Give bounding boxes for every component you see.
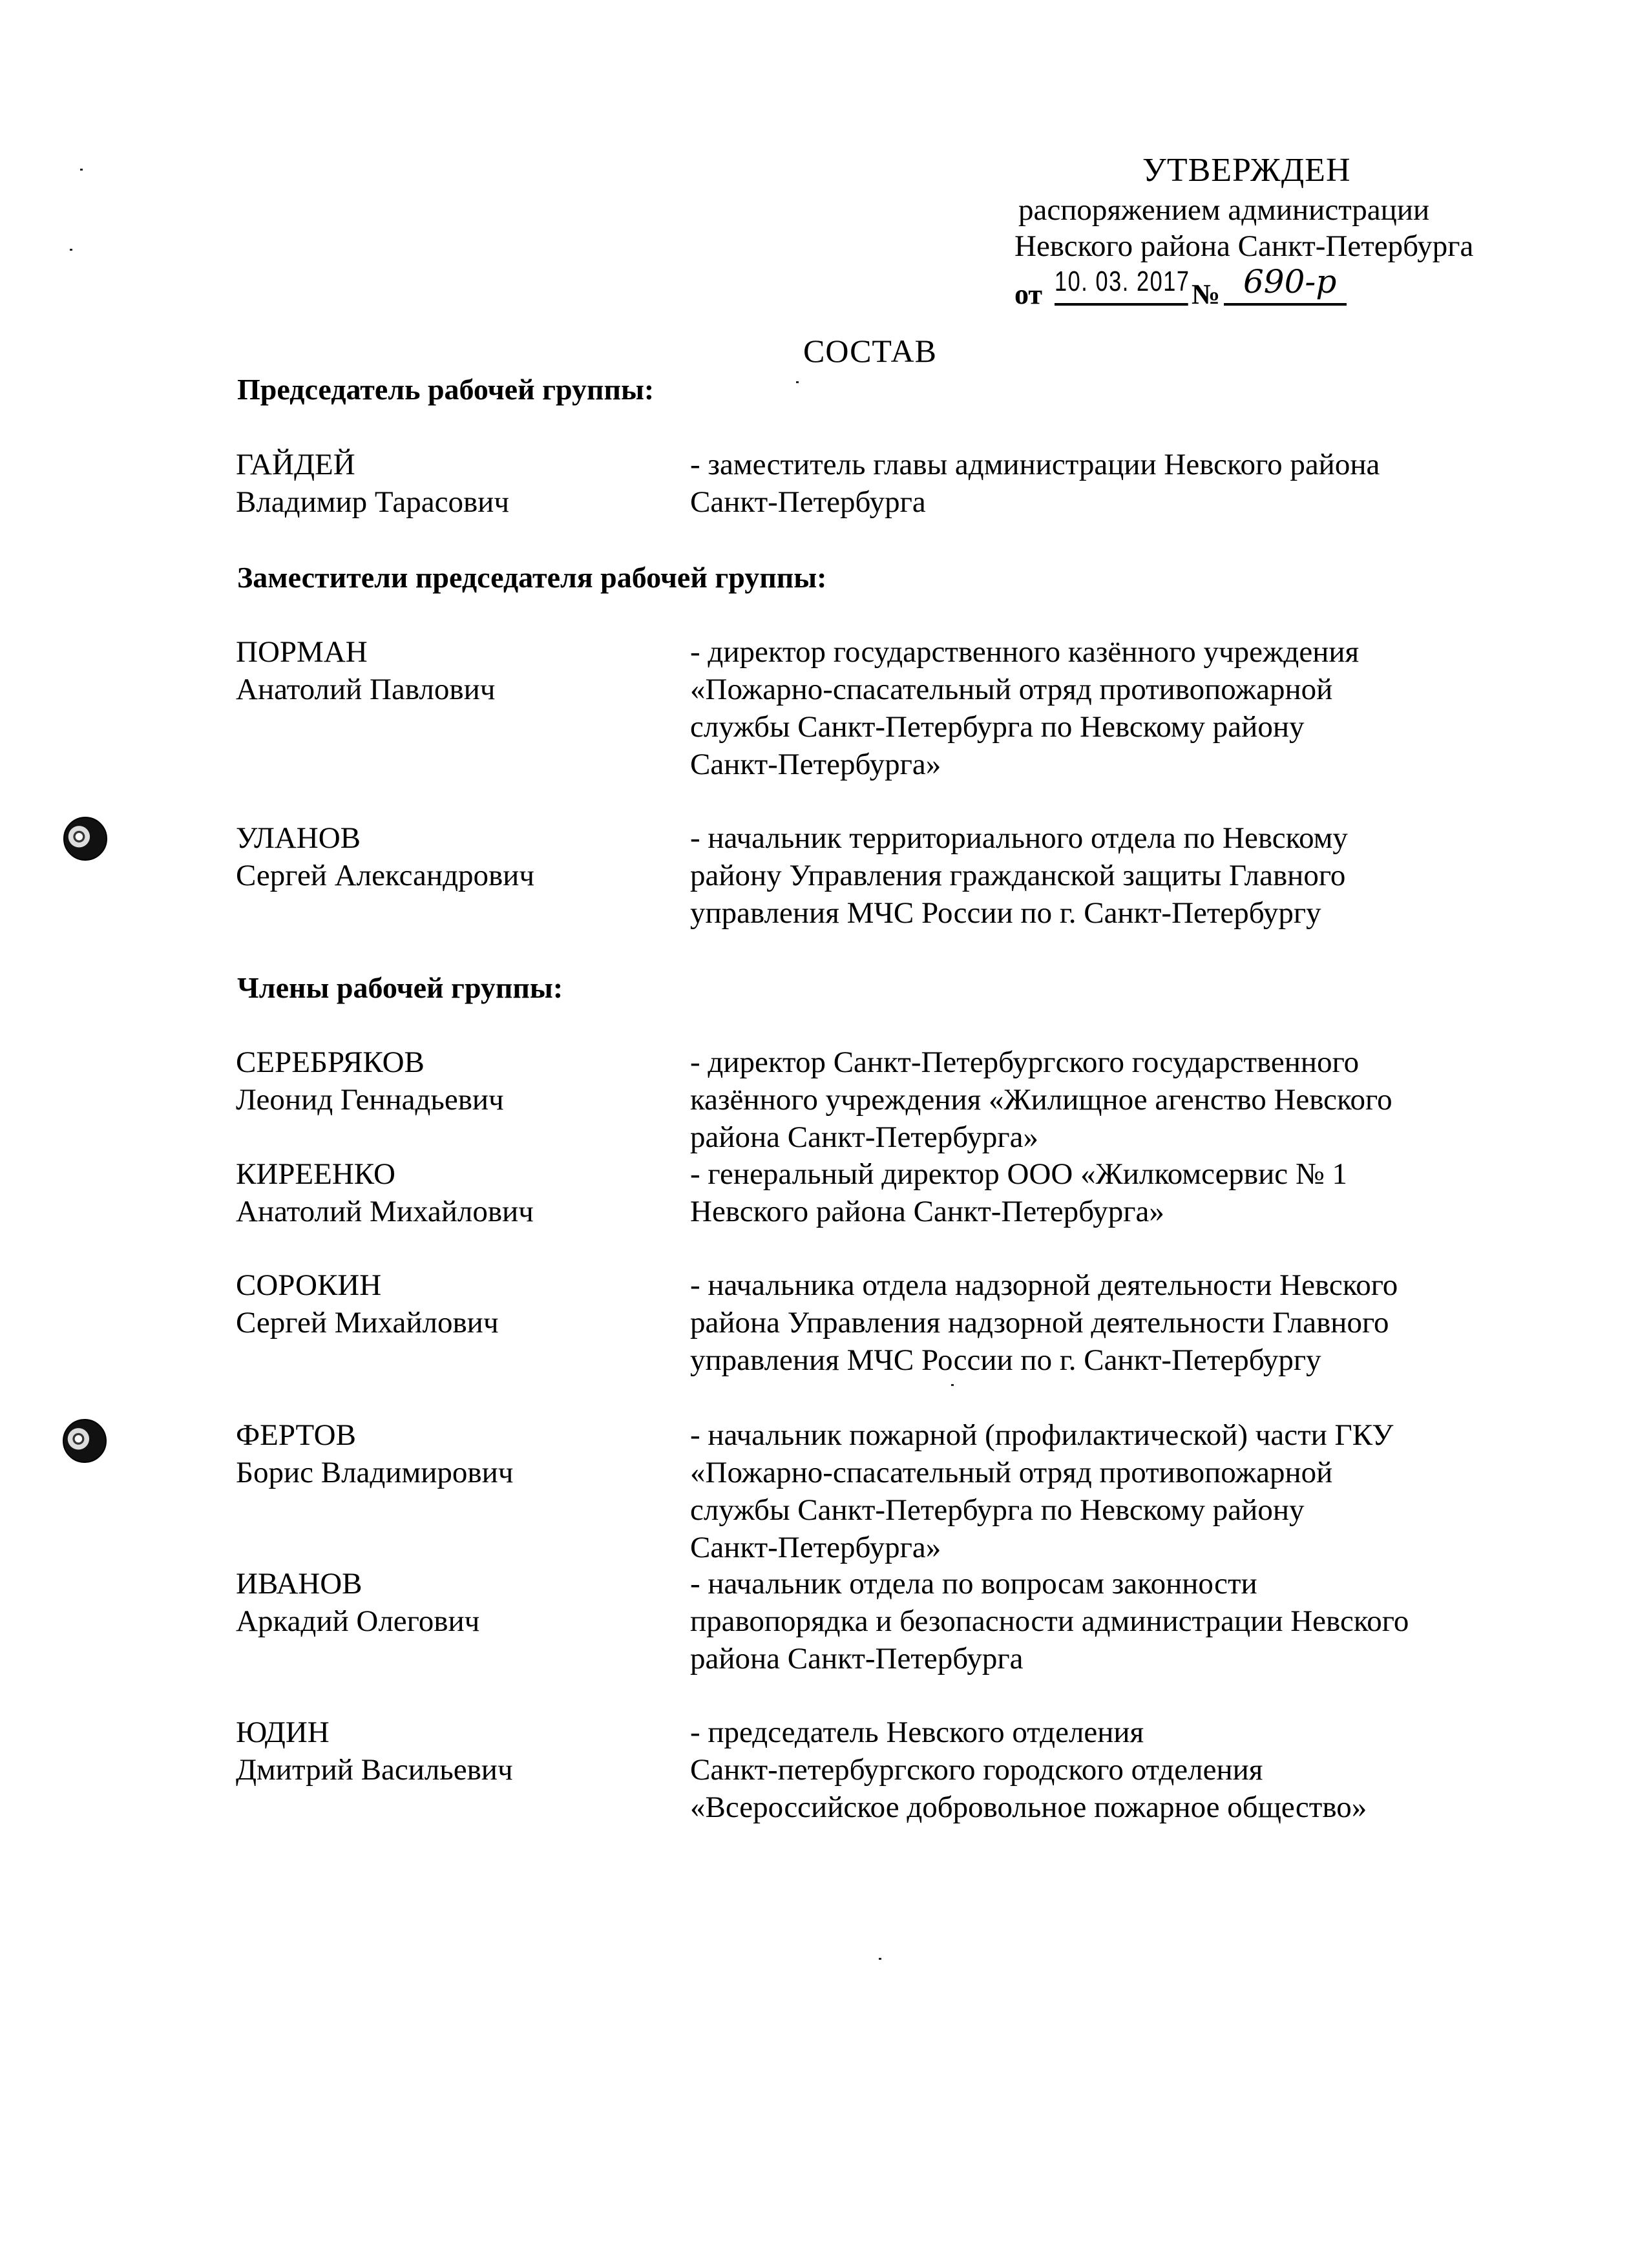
member-position — [690, 633, 1530, 783]
date-label: от — [1014, 278, 1043, 310]
member-given-names: Анатолий Михайлович — [236, 1195, 534, 1228]
member-surname: КИРЕЕНКО — [236, 1157, 395, 1191]
member-given-names: Дмитрий Васильевич — [236, 1753, 513, 1787]
member-position — [690, 1044, 1530, 1156]
position-line: Санкт-петербургского городского отделения — [690, 1753, 1263, 1787]
position-line: района Санкт-Петербурга — [690, 1642, 1024, 1675]
member-surname: СОРОКИН — [236, 1268, 382, 1302]
member-given-names: Анатолий Павлович — [236, 673, 496, 706]
member-surname: ЮДИН — [236, 1716, 330, 1749]
position-line: района Управления надзорной деятельности Главного — [690, 1306, 1389, 1339]
member-given-names: Аркадий Олегович — [236, 1604, 480, 1638]
approval-date-value: 10. 03. 2017 — [1055, 263, 1188, 306]
position-line: - начальника отдела надзорной деятельности Невского — [690, 1268, 1398, 1302]
document-title: СОСТАВ — [803, 333, 937, 369]
hole-punch-mark — [63, 1419, 107, 1463]
approval-district-line: Невского района Санкт-Петербурга — [1014, 229, 1474, 263]
approval-issuer-line: распоряжением администрации — [1018, 193, 1430, 227]
member-surname: СЕРЕБРЯКОВ — [236, 1045, 425, 1079]
position-line: службы Санкт-Петербурга по Невскому району — [690, 1493, 1305, 1527]
position-line: - председатель Невского отделения — [690, 1716, 1144, 1749]
member-given-names: Борис Владимирович — [236, 1456, 514, 1489]
scan-speck — [951, 1384, 954, 1386]
position-line: району Управления гражданской защиты Главного — [690, 859, 1346, 892]
position-line: - начальник отдела по вопросам законности — [690, 1567, 1257, 1601]
position-line: Санкт-Петербурга» — [690, 1531, 941, 1564]
member-position — [690, 1565, 1530, 1677]
position-line: - заместитель главы администрации Невского района — [690, 448, 1380, 481]
hole-punch-mark — [63, 817, 107, 861]
scan-speck — [70, 249, 72, 251]
member-position — [690, 1714, 1530, 1826]
approval-date-number-row — [1003, 263, 1533, 308]
position-line: управления МЧС России по г. Санкт-Петербургу — [690, 1343, 1321, 1377]
member-position — [690, 819, 1530, 932]
position-line: Санкт-Петербурга — [690, 485, 926, 519]
position-line: «Пожарно-спасательный отряд противопожарной — [690, 1456, 1333, 1489]
member-given-names: Владимир Тарасович — [236, 485, 509, 519]
position-line: - директор государственного казённого учреждения — [690, 635, 1360, 669]
scan-speck — [796, 381, 799, 383]
position-line: - начальник территориального отдела по Невскому — [690, 821, 1348, 855]
approval-number-value: 690-р — [1224, 263, 1347, 306]
position-line: службы Санкт-Петербурга по Невскому району — [690, 710, 1305, 744]
position-line: - начальник пожарной (профилактической) части ГКУ — [690, 1418, 1394, 1452]
scan-speck — [80, 169, 83, 171]
position-line: - генеральный директор ООО «Жилкомсервис № 1 — [690, 1157, 1347, 1191]
position-line: управления МЧС России по г. Санкт-Петербургу — [690, 896, 1321, 930]
member-position — [690, 446, 1530, 521]
section-heading-deputies: Заместители председателя рабочей группы: — [237, 561, 827, 594]
section-heading-members: Члены рабочей группы: — [237, 971, 563, 1004]
member-given-names: Леонид Геннадьевич — [236, 1083, 504, 1117]
approval-title: УТВЕРЖДЕН — [1142, 152, 1351, 189]
member-position — [690, 1155, 1530, 1230]
position-line: казённого учреждения «Жилищное агенство Невского — [690, 1083, 1392, 1117]
position-line: «Пожарно-спасательный отряд противопожарной — [690, 673, 1333, 706]
member-given-names: Сергей Александрович — [236, 859, 534, 892]
position-line: Санкт-Петербурга» — [690, 748, 941, 781]
member-surname: ИВАНОВ — [236, 1567, 362, 1601]
position-line: правопорядка и безопасности администрации Невского — [690, 1604, 1409, 1638]
member-surname: ГАЙДЕЙ — [236, 448, 355, 481]
member-surname: УЛАНОВ — [236, 821, 361, 855]
position-line: - директор Санкт-Петербургского государственного — [690, 1045, 1360, 1079]
position-line: Невского района Санкт-Петербурга» — [690, 1195, 1164, 1228]
member-surname: ФЕРТОВ — [236, 1418, 356, 1452]
scan-speck — [879, 1958, 881, 1960]
member-surname: ПОРМАН — [236, 635, 368, 669]
member-position — [690, 1416, 1530, 1566]
section-heading-chairman: Председатель рабочей группы: — [237, 373, 655, 406]
number-label: № — [1192, 278, 1221, 310]
position-line: района Санкт-Петербурга» — [690, 1120, 1039, 1154]
position-line: «Всероссийское добровольное пожарное общество» — [690, 1790, 1367, 1824]
member-position — [690, 1266, 1530, 1379]
member-given-names: Сергей Михайлович — [236, 1306, 499, 1339]
